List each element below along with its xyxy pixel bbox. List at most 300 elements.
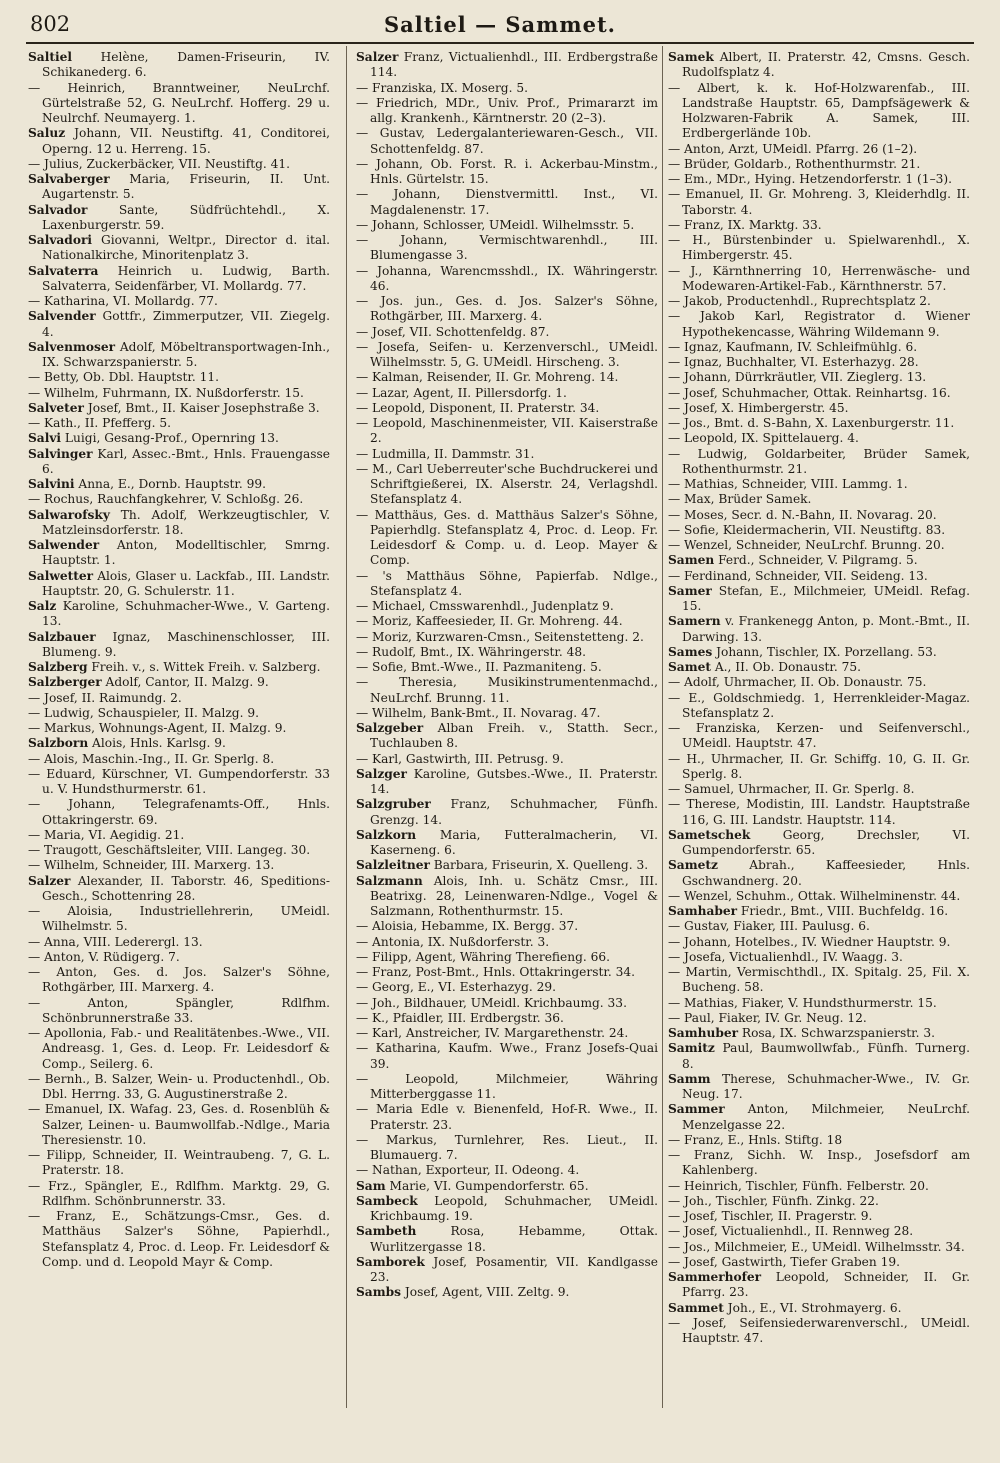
entry-details: Alois, Glaser u. Lackfab., III. Landstr. Hauptstr. 20, G. Schulerstr. 11. bbox=[42, 568, 330, 598]
directory-entry bbox=[668, 644, 970, 660]
entry-surname: Sam bbox=[356, 1178, 386, 1193]
directory-entry bbox=[356, 370, 658, 385]
entry-details: — Johann, Dürrkräutler, VII. Zieglerg. 13. bbox=[668, 370, 927, 385]
entry-details: Gottfr., Zimmerputzer, VII. Ziegelg. 4. bbox=[42, 309, 330, 339]
entry-surname: Samhuber bbox=[668, 1026, 739, 1040]
entry-surname: Salvadori bbox=[28, 233, 93, 247]
directory-entry bbox=[668, 568, 970, 584]
directory-entry bbox=[668, 172, 970, 187]
entry-details: Friedr., Bmt., VIII. Buchfeldg. 16. bbox=[737, 904, 949, 918]
directory-entry bbox=[356, 965, 658, 980]
directory-entry bbox=[668, 1026, 970, 1041]
entry-details: — Albert, k. k. Hof-Holzwarenfab., III. Landstraße Hauptstr. 65, Dampfsägewerk & Holzwaren-Fabrik A. Samek, III. Erdbergerlände 10b. bbox=[668, 80, 970, 141]
directory-entry bbox=[356, 797, 658, 828]
entry-details: Barbara, Friseurin, X. Quelleng. 3. bbox=[429, 858, 649, 873]
entry-details: — Jos., Milchmeier, E., UMeidl. Wilhelmsstr. 34. bbox=[668, 1239, 965, 1254]
directory-entry bbox=[28, 660, 330, 675]
directory-entry bbox=[668, 1254, 970, 1270]
entry-surname: Sammet bbox=[668, 1300, 724, 1315]
entry-details: — Franz, Sichh. W. Insp., Josefsdorf am Kahlenberg. bbox=[668, 1148, 970, 1178]
entry-surname: Salzer bbox=[28, 873, 71, 888]
entry-details: — Markus, Wohnungs-Agent, II. Malzg. 9. bbox=[28, 721, 287, 735]
directory-entry bbox=[668, 309, 970, 340]
entry-details: — 's Matthäus Söhne, Papierfab. Ndlge., Stefansplatz 4. bbox=[356, 568, 658, 598]
directory-entry bbox=[668, 1010, 970, 1026]
entry-details: Giovanni, Weltpr., Director d. ital. Nationalkirche, Minoritenplatz 3. bbox=[42, 233, 330, 263]
entry-details: — Johann, Dienstvermittl. Inst., VI. Magdalenenstr. 17. bbox=[356, 187, 658, 217]
entry-details: Josef, Agent, VIII. Zeltg. 9. bbox=[400, 1285, 570, 1300]
entry-details: — Filipp, Schneider, II. Weintraubeng. 7, G. L. Praterstr. 18. bbox=[28, 1148, 330, 1178]
page-header bbox=[30, 10, 970, 44]
entry-details: — Franz, E., Hnls. Stiftg. 18 bbox=[668, 1132, 843, 1147]
entry-details: Joh., E., VI. Strohmayerg. 6. bbox=[723, 1300, 902, 1315]
directory-entry bbox=[668, 507, 970, 523]
entry-details: — Georg, E., VI. Esterhazyg. 29. bbox=[356, 980, 557, 995]
entry-details: — Josef, Gastwirth, Tiefer Graben 19. bbox=[668, 1254, 900, 1269]
entry-details: — Anton, Ges. d. Jos. Salzer's Söhne, Rothgärber, III. Marxerg. 4. bbox=[28, 965, 330, 995]
entry-details: — Leopold, IX. Spittelauerg. 4. bbox=[668, 431, 859, 446]
directory-entry bbox=[668, 1193, 970, 1209]
directory-entry bbox=[668, 904, 970, 919]
directory-entry bbox=[28, 1026, 330, 1072]
entry-surname: Samer bbox=[668, 583, 712, 598]
entry-details: Franz, Victualienhdl., III. Erdbergstraße 114. bbox=[370, 50, 658, 80]
directory-entry bbox=[668, 50, 970, 81]
directory-entry bbox=[668, 1239, 970, 1255]
entry-details: — Friedrich, MDr., Univ. Prof., Primararzt im allg. Krankenh., Kärntnerstr. 20 (2–3). bbox=[356, 95, 658, 125]
directory-entry bbox=[668, 416, 970, 431]
directory-entry bbox=[28, 965, 330, 996]
entry-surname: Sambeck bbox=[356, 1193, 418, 1208]
entry-surname: Salz bbox=[28, 599, 57, 613]
directory-entry bbox=[28, 50, 330, 81]
directory-column-1 bbox=[28, 50, 330, 1455]
directory-entry bbox=[668, 583, 970, 615]
entry-details: — Heinrich, Tischler, Fünfh. Felberstr. 20. bbox=[668, 1178, 929, 1193]
entry-surname: Salzberg bbox=[28, 660, 88, 674]
entry-details: — Jakob, Productenhdl., Ruprechtsplatz 2. bbox=[668, 294, 931, 308]
entry-surname: Salzkorn bbox=[356, 827, 417, 842]
entry-details: — Nathan, Exporteur, II. Odeong. 4. bbox=[356, 1163, 580, 1178]
directory-entry bbox=[356, 324, 658, 340]
directory-entry bbox=[668, 614, 970, 645]
entry-details: — Josef, Victualienhdl., II. Rennweg 28. bbox=[668, 1224, 914, 1239]
directory-entry bbox=[668, 934, 970, 950]
directory-entry bbox=[356, 995, 658, 1011]
directory-entry bbox=[356, 339, 658, 371]
entry-details: Paul, Baumwollwfab., Fünfh. Turnerg. 8. bbox=[682, 1041, 970, 1071]
entry-details: — Ferdinand, Schneider, VII. Seideng. 13. bbox=[668, 568, 928, 583]
directory-entry bbox=[356, 751, 658, 767]
entry-details: — Kalman, Reisender, II. Gr. Mohreng. 14. bbox=[356, 370, 619, 385]
directory-entry bbox=[668, 1132, 970, 1148]
entry-details: — Leopold, Disponent, II. Praterstr. 34. bbox=[356, 400, 600, 415]
directory-entry bbox=[668, 355, 970, 370]
entry-details: Josef, Posamentir, VII. Kandlgasse 23. bbox=[370, 1254, 658, 1284]
entry-details: Leopold, Schuhmacher, UMeidl. Krichbaumg. 19. bbox=[370, 1193, 658, 1223]
directory-entry bbox=[356, 721, 658, 752]
directory-entry bbox=[356, 1285, 658, 1300]
entry-details: — Maria, VI. Aegidig. 21. bbox=[28, 827, 185, 842]
entry-details: — Moses, Secr. d. N.-Bahn, II. Novarag. 20. bbox=[668, 507, 937, 522]
directory-entry bbox=[356, 156, 658, 188]
entry-details: — Franz, E., Schätzungs-Cmsr., Ges. d. Matthäus Salzer's Söhne, Papierhdl., Stefansplatz 4, Proc. d. Leop. Fr. Leidesdorf & Comp. und d. Leopold Mayr & Comp. bbox=[28, 1209, 330, 1269]
entry-details: — Em., MDr., Hying. Hetzendorferstr. 1 (1–3). bbox=[668, 172, 953, 186]
directory-entry bbox=[356, 385, 658, 401]
entry-details: — Theresia, Musikinstrumentenmachd., NeuLrchf. Brunng. 11. bbox=[356, 675, 658, 705]
entry-details: — Anton, Spängler, Rdlfhm. Schönbrunnerstraße 33. bbox=[28, 995, 330, 1025]
entry-surname: Salvador bbox=[28, 202, 88, 217]
entry-surname: Salzgruber bbox=[356, 797, 431, 812]
entry-details: Anton, Milchmeier, NeuLrchf. Menzelgasse 22. bbox=[682, 1102, 970, 1132]
directory-entry bbox=[668, 263, 970, 295]
directory-entry bbox=[356, 705, 658, 721]
directory-entry bbox=[356, 1041, 658, 1072]
column-divider bbox=[346, 46, 347, 1408]
directory-entry bbox=[28, 1178, 330, 1210]
directory-entry bbox=[356, 629, 658, 645]
entry-details: — Emanuel, IX. Wafag. 23, Ges. d. Rosenblüh & Salzer, Leinen- u. Baumwollfab.-Ndlge., Maria Theresienstr. 10. bbox=[28, 1102, 330, 1147]
directory-entry bbox=[356, 50, 658, 81]
entry-details: — Aloisia, Hebamme, IX. Bergg. 37. bbox=[356, 919, 579, 934]
directory-entry bbox=[668, 1041, 970, 1072]
entry-details: — Ludwig, Goldarbeiter, Brüder Samek, Rothenthurmstr. 21. bbox=[668, 446, 970, 476]
directory-entry bbox=[28, 370, 330, 385]
entry-details: — Ignaz, Buchhalter, VI. Esterhazyg. 28. bbox=[668, 355, 919, 369]
entry-surname: Salzer bbox=[356, 50, 399, 64]
entry-surname: Salzberger bbox=[28, 675, 102, 690]
directory-entry bbox=[356, 660, 658, 675]
directory-entry bbox=[668, 751, 970, 783]
entry-details: — Franz, Post-Bmt., Hnls. Ottakringerstr. 34. bbox=[356, 965, 635, 979]
entry-details: — Aloisia, Industriellehrerin, UMeidl. Wilhelmstr. 5. bbox=[28, 904, 330, 934]
directory-entry bbox=[356, 507, 658, 569]
directory-entry bbox=[356, 1224, 658, 1255]
header-rule bbox=[26, 42, 974, 44]
entry-details: — Julius, Zuckerbäcker, VII. Neustiftg. 41. bbox=[28, 156, 291, 171]
directory-column-2 bbox=[356, 50, 658, 1455]
entry-surname: Sammerhofer bbox=[668, 1270, 762, 1284]
entry-details: Th. Adolf, Werkzeugtischler, V. Matzleinsdorferstr. 18. bbox=[42, 507, 330, 537]
entry-details: Alban Freih. v., Statth. Secr., Tuchlauben 8. bbox=[370, 721, 658, 751]
entry-surname: Sammer bbox=[668, 1102, 725, 1117]
entry-surname: Salzger bbox=[356, 766, 407, 781]
entry-details: — Michael, Cmsswarenhdl., Judenplatz 9. bbox=[356, 599, 614, 613]
entry-details: — Johann, Telegrafenamts-Off., Hnls. Ottakringerstr. 69. bbox=[28, 797, 330, 827]
entry-details: — Filipp, Agent, Währing Therefieng. 66. bbox=[356, 949, 611, 964]
entry-surname: Salzbauer bbox=[28, 629, 96, 644]
entry-surname: Samm bbox=[668, 1071, 711, 1086]
directory-entry bbox=[28, 156, 330, 172]
entry-details: — J., Kärnthnerring 10, Herrenwäsche- und Modewaren-Artikel-Fab., Kärnthnerstr. 57. bbox=[668, 263, 970, 293]
directory-entry bbox=[28, 1209, 330, 1270]
directory-entry bbox=[668, 1270, 970, 1301]
page-number: 802 bbox=[30, 12, 71, 36]
directory-entry bbox=[28, 477, 330, 492]
entry-details: — Josef, VII. Schottenfeldg. 87. bbox=[356, 324, 550, 339]
entry-details: — Emanuel, II. Gr. Mohreng. 3, Kleiderhdlg. II. Taborstr. 4. bbox=[668, 187, 970, 217]
entry-details: Anna, E., Dornb. Hauptstr. 99. bbox=[74, 477, 266, 491]
running-head: Saltiel — Sammet. bbox=[384, 12, 616, 37]
entry-details: — Ignaz, Kaufmann, IV. Schleifmühlg. 6. bbox=[668, 339, 918, 354]
directory-entry bbox=[668, 370, 970, 385]
directory-entry bbox=[28, 751, 330, 767]
entry-details: — Matthäus, Ges. d. Matthäus Salzer's Söhne, Papierhdlg. Stefansplatz 4, Proc. d. Leop. Fr. Leidesdorf & Comp. u. d. Leop. Mayer & Comp. bbox=[356, 507, 658, 568]
directory-entry bbox=[668, 446, 970, 478]
entry-details: Alois, Hnls. Karlsg. 9. bbox=[88, 736, 226, 751]
directory-entry bbox=[668, 492, 970, 507]
entry-details: Leopold, Schneider, II. Gr. Pfarrg. 23. bbox=[682, 1270, 970, 1300]
directory-entry bbox=[28, 339, 330, 371]
directory-entry bbox=[28, 492, 330, 507]
directory-entry bbox=[356, 568, 658, 600]
directory-entry bbox=[668, 553, 970, 568]
entry-details: — Katharina, VI. Mollardg. 77. bbox=[28, 294, 218, 308]
directory-entry bbox=[28, 949, 330, 965]
directory-entry bbox=[668, 477, 970, 492]
entry-surname: Samborek bbox=[356, 1254, 425, 1269]
entry-details: Adolf, Möbeltransportwagen-Inh., IX. Schwarzspanierstr. 5. bbox=[42, 339, 330, 369]
entry-details: — Eduard, Kürschner, VI. Gumpendorferstr. 33 u. V. Hundsthurmerstr. 61. bbox=[28, 766, 330, 796]
directory-entry bbox=[356, 1163, 658, 1178]
entry-details: A., II. Ob. Donaustr. 75. bbox=[710, 660, 862, 674]
entry-details: — E., Goldschmiedg. 1, Herrenkleider-Magaz. Stefansplatz 2. bbox=[668, 690, 970, 720]
directory-entry bbox=[356, 873, 658, 920]
entry-details: Abrah., Kaffeesieder, Hnls. Gschwandnerg. 20. bbox=[682, 858, 970, 888]
directory-entry bbox=[668, 797, 970, 828]
directory-entry bbox=[668, 233, 970, 264]
directory-entry bbox=[28, 294, 330, 309]
entry-details: Maria, Futteralmacherin, VI. Kaserneng. 6. bbox=[370, 827, 658, 857]
entry-details: — Johann, Vermischtwarenhdl., III. Blumengasse 3. bbox=[356, 233, 658, 263]
directory-entry bbox=[668, 858, 970, 889]
directory-entry bbox=[668, 538, 970, 553]
directory-entry bbox=[668, 217, 970, 233]
directory-entry bbox=[668, 1102, 970, 1133]
entry-details: — Leopold, Maschinenmeister, VII. Kaiserstraße 2. bbox=[356, 416, 658, 446]
entry-details: — Martin, Vermischthdl., IX. Spitalg. 25, Fil. X. Bucheng. 58. bbox=[668, 965, 970, 995]
entry-surname: Sambs bbox=[356, 1285, 401, 1300]
entry-surname: Saluz bbox=[28, 126, 66, 141]
entry-details: Therese, Schuhmacher-Wwe., IV. Gr. Neug. 17. bbox=[682, 1071, 970, 1101]
entry-details: Luigi, Gesang-Prof., Opernring 13. bbox=[61, 431, 279, 446]
directory-entry bbox=[668, 888, 970, 904]
directory-entry bbox=[668, 995, 970, 1011]
entry-details: — Josef, Schuhmacher, Ottak. Reinhartsg. 16. bbox=[668, 385, 951, 400]
directory-entry bbox=[356, 614, 658, 629]
directory-entry bbox=[668, 141, 970, 157]
directory-entry bbox=[356, 766, 658, 798]
directory-entry bbox=[28, 599, 330, 630]
directory-entry bbox=[668, 721, 970, 752]
entry-details: — Maria Edle v. Bienenfeld, Hof-R. Wwe., II. Praterstr. 23. bbox=[356, 1102, 658, 1132]
directory-entry bbox=[28, 1102, 330, 1148]
directory-entry bbox=[356, 827, 658, 859]
entry-details: — Moriz, Kaffeesieder, II. Gr. Mohreng. 44. bbox=[356, 614, 623, 629]
directory-entry bbox=[28, 934, 330, 950]
directory-entry bbox=[28, 1071, 330, 1103]
entry-details: — Johann, Hotelbes., IV. Wiedner Hauptstr. 9. bbox=[668, 934, 951, 949]
entry-surname: Salzborn bbox=[28, 736, 89, 751]
column-divider bbox=[662, 46, 663, 1408]
entry-details: Rosa, Hebamme, Ottak. Wurlitzergasse 18. bbox=[370, 1224, 658, 1254]
directory-entry bbox=[356, 949, 658, 965]
entry-details: — Kath., II. Pfefferg. 5. bbox=[28, 416, 171, 430]
entry-details: — Antonia, IX. Nußdorferstr. 3. bbox=[356, 934, 550, 949]
directory-entry bbox=[28, 202, 330, 234]
entry-surname: Sametschek bbox=[668, 827, 751, 842]
entry-details: — Johann, Schlosser, UMeidl. Wilhelmsstr. 5. bbox=[356, 217, 635, 232]
entry-details: — Brüder, Goldarb., Rothenthurmstr. 21. bbox=[668, 156, 921, 171]
directory-entry bbox=[668, 675, 970, 690]
entry-details: — Joh., Bildhauer, UMeidl. Krichbaumg. 33. bbox=[356, 995, 627, 1010]
directory-entry bbox=[356, 675, 658, 706]
entry-details: Marie, VI. Gumpendorferstr. 65. bbox=[385, 1178, 589, 1193]
directory-entry bbox=[28, 400, 330, 416]
entry-surname: Salwetter bbox=[28, 568, 94, 583]
entry-details: — Markus, Turnlehrer, Res. Lieut., II. Blumauerg. 7. bbox=[356, 1132, 658, 1162]
entry-surname: Samek bbox=[668, 50, 714, 64]
directory-entry bbox=[28, 431, 330, 446]
entry-details: — Franziska, Kerzen- und Seifenverschl., UMeidl. Hauptstr. 47. bbox=[668, 721, 970, 751]
directory-entry bbox=[668, 522, 970, 538]
entry-details: Johann, VII. Neustiftg. 41, Conditorei, Operng. 12 u. Herreng. 15. bbox=[42, 126, 330, 156]
entry-details: Ferd., Schneider, V. Pilgramg. 5. bbox=[714, 553, 918, 568]
directory-entry bbox=[356, 233, 658, 264]
entry-details: — Alois, Maschin.-Ing., II. Gr. Sperlg. 8. bbox=[28, 751, 275, 766]
entry-details: — Johanna, Warencmsshdl., IX. Währingerstr. 46. bbox=[356, 263, 658, 293]
entry-details: — Betty, Ob. Dbl. Hauptstr. 11. bbox=[28, 370, 220, 385]
directory-entry bbox=[668, 187, 970, 218]
entry-details: — Wenzel, Schuhm., Ottak. Wilhelminenstr. 44. bbox=[668, 888, 961, 903]
entry-details: Albert, II. Praterstr. 42, Cmsns. Gesch. Rudolfsplatz 4. bbox=[682, 50, 970, 80]
entry-details: — Josef, Tischler, II. Pragerstr. 9. bbox=[668, 1209, 873, 1223]
directory-entry bbox=[28, 1148, 330, 1179]
entry-details: — Joh., Tischler, Fünfh. Zinkg. 22. bbox=[668, 1193, 879, 1208]
entry-details: — Bernh., B. Salzer, Wein- u. Productenhdl., Ob. Dbl. Herrng. 33, G. Augustinerstraße 2. bbox=[28, 1071, 330, 1101]
directory-entry bbox=[356, 1071, 658, 1103]
entry-details: Heinrich u. Ludwig, Barth. Salvaterra, Seidenfärber, VI. Mollardg. 77. bbox=[42, 263, 330, 293]
entry-details: — H., Uhrmacher, II. Gr. Schiffg. 10, G. II. Gr. Sperlg. 8. bbox=[668, 751, 970, 781]
directory-entry bbox=[356, 1026, 658, 1041]
entry-surname: Salvenmoser bbox=[28, 339, 116, 354]
entry-details: Alois, Inh. u. Schätz Cmsr., III. Beatrixg. 28, Leinenwaren-Ndlge., Vogel & Salzmann, Rothenthurmstr. 15. bbox=[370, 873, 658, 918]
directory-entry bbox=[668, 1300, 970, 1316]
entry-details: Stefan, E., Milchmeier, UMeidl. Refag. 15. bbox=[682, 583, 970, 613]
entry-details: Adolf, Cantor, II. Malzg. 9. bbox=[101, 675, 269, 690]
directory-entry bbox=[356, 1254, 658, 1286]
entry-details: — Rochus, Rauchfangkehrer, V. Schloßg. 26. bbox=[28, 492, 304, 507]
directory-entry bbox=[668, 827, 970, 859]
directory-entry bbox=[28, 873, 330, 905]
directory-entry bbox=[668, 1224, 970, 1239]
directory-entry bbox=[668, 294, 970, 309]
entry-surname: Saltiel bbox=[28, 50, 72, 64]
entry-details: — Max, Brüder Samek. bbox=[668, 492, 812, 507]
directory-entry bbox=[28, 568, 330, 600]
directory-entry bbox=[668, 1071, 970, 1103]
entry-surname: Samen bbox=[668, 553, 715, 568]
directory-entry bbox=[28, 904, 330, 935]
entry-details: Ignaz, Maschinenschlosser, III. Blumeng. 9. bbox=[42, 629, 330, 659]
entry-details: — Wenzel, Schneider, NeuLrchf. Brunng. 20. bbox=[668, 538, 945, 552]
directory-entry bbox=[668, 965, 970, 996]
entry-surname: Samitz bbox=[668, 1041, 715, 1056]
entry-details: Freih. v., s. Wittek Freih. v. Salzberg. bbox=[87, 660, 321, 674]
entry-details: — Gustav, Ledergalanteriewaren-Gesch., VII. Schottenfeldg. 87. bbox=[356, 126, 658, 156]
entry-details: — Traugott, Geschäftsleiter, VIII. Langeg. 30. bbox=[28, 843, 311, 857]
directory-entry bbox=[356, 416, 658, 447]
directory-entry bbox=[28, 385, 330, 401]
entry-details: — Jakob Karl, Registrator d. Wiener Hypothekencasse, Währing Wildemann 9. bbox=[668, 309, 970, 339]
entry-surname: Salvaterra bbox=[28, 263, 99, 278]
directory-entry bbox=[28, 263, 330, 295]
directory-entry bbox=[28, 858, 330, 873]
entry-surname: Salzgeber bbox=[356, 721, 424, 735]
entry-surname: Salzleitner bbox=[356, 858, 430, 873]
entry-details: — Wilhelm, Bank-Bmt., II. Novarag. 47. bbox=[356, 705, 601, 720]
directory-entry bbox=[668, 690, 970, 722]
directory-entry bbox=[356, 446, 658, 462]
entry-details: — Jos., Bmt. d. S-Bahn, X. Laxenburgerstr. 11. bbox=[668, 416, 955, 430]
directory-entry bbox=[28, 675, 330, 690]
entry-details: — Karl, Anstreicher, IV. Margarethenstr. 24. bbox=[356, 1026, 629, 1040]
entry-details: — M., Carl Ueberreuter'sche Buchdruckerei und Schriftgießerei, IX. Alserstr. 24, Verlagshdl. Stefansplatz 4. bbox=[356, 461, 658, 507]
directory-entry bbox=[668, 1148, 970, 1179]
entry-details: — Josefa, Victualienhdl., IV. Waagg. 3. bbox=[668, 949, 903, 964]
entry-details: Sante, Südfrüchtehdl., X. Laxenburgerstr. 59. bbox=[42, 202, 330, 232]
entry-details: Franz, Schuhmacher, Fünfh. Grenzg. 14. bbox=[370, 797, 658, 827]
directory-entry bbox=[668, 1315, 970, 1347]
entry-surname: Salvini bbox=[28, 477, 75, 491]
directory-entry bbox=[356, 1178, 658, 1194]
directory-entry bbox=[668, 782, 970, 797]
directory-entry bbox=[356, 644, 658, 660]
entry-surname: Sames bbox=[668, 644, 713, 659]
directory-entry bbox=[356, 187, 658, 218]
directory-entry bbox=[356, 263, 658, 295]
entry-details: Karoline, Gutsbes.-Wwe., II. Praterstr. 14. bbox=[370, 766, 658, 796]
entry-details: Josef, Bmt., II. Kaiser Josephstraße 3. bbox=[83, 400, 320, 415]
entry-surname: Samhaber bbox=[668, 904, 738, 918]
directory-entry bbox=[356, 126, 658, 157]
entry-details: — Mathias, Schneider, VIII. Lammg. 1. bbox=[668, 477, 908, 491]
directory-entry bbox=[28, 827, 330, 843]
directory-entry bbox=[28, 690, 330, 706]
entry-details: — Anna, VIII. Lederergl. 13. bbox=[28, 934, 203, 949]
entry-details: — Wilhelm, Fuhrmann, IX. Nußdorferstr. 15. bbox=[28, 385, 304, 400]
entry-details: — Samuel, Uhrmacher, II. Gr. Sperlg. 8. bbox=[668, 782, 915, 796]
directory-entry bbox=[356, 934, 658, 950]
entry-details: — Lazar, Agent, II. Pillersdorfg. 1. bbox=[356, 385, 567, 400]
directory-entry bbox=[28, 629, 330, 661]
entry-details: — Gustav, Fiaker, III. Paulusg. 6. bbox=[668, 919, 870, 934]
directory-entry bbox=[668, 919, 970, 934]
directory-entry bbox=[668, 385, 970, 401]
entry-details: Anton, Modelltischler, Smrng. Hauptstr. 1. bbox=[42, 538, 330, 568]
entry-details: — Katharina, Kaufm. Wwe., Franz Josefs-Quai 39. bbox=[356, 1041, 658, 1071]
directory-entry bbox=[668, 1209, 970, 1224]
entry-details: — Josef, Seifensiederwarenverschl., UMeidl. Hauptstr. 47. bbox=[668, 1315, 970, 1345]
directory-entry bbox=[356, 80, 658, 96]
entry-details: — Rudolf, Bmt., IX. Währingerstr. 48. bbox=[356, 644, 586, 659]
directory-entry bbox=[668, 156, 970, 172]
directory-entry bbox=[28, 446, 330, 478]
entry-surname: Salvaberger bbox=[28, 172, 110, 186]
entry-details: Karoline, Schuhmacher-Wwe., V. Garteng. 13. bbox=[42, 599, 330, 629]
entry-details: — Paul, Fiaker, IV. Gr. Neug. 12. bbox=[668, 1010, 867, 1025]
directory-entry bbox=[28, 721, 330, 736]
